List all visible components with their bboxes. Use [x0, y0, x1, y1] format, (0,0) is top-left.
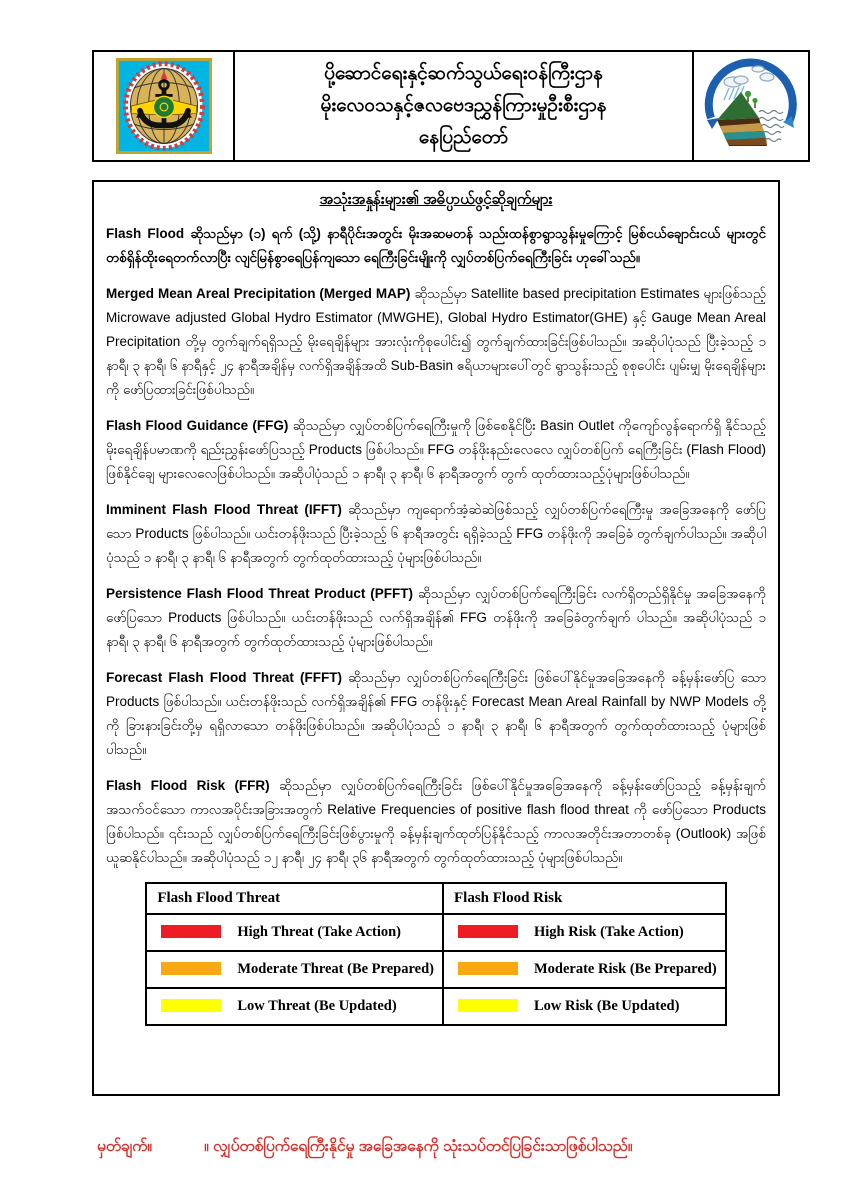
- table-row-moderate: [146, 951, 725, 988]
- moderate-risk-cell: [443, 951, 726, 988]
- table-row-low: [146, 988, 725, 1025]
- definition-text: ဆိုသည်မှာ လျှပ်တစ်ပြက်ရေကြီးခြင်း လက်ရှိတည်ရှိနိုင်မှု အခြေအနေကို ဖော်ပြသော Products ဖြစ်ပါသည်။ ယင်းတန်ဖိုးသည် လက်ရှိအချိန်၏ FFG တန်ဖိုးကို အခြေခံတွက်ချက် ပါသည်။ အဆိုပါပုံသည် ၁ နာရီ၊ ၃ နာရီ၊ ၆ နာရီအတွက် တွက်ထုတ်ထားသည့် ပုံများဖြစ်ပါသည်။: [106, 586, 766, 649]
- term-ffg: Flash Flood Guidance (FFG): [106, 418, 289, 433]
- high-threat-cell: [146, 914, 443, 951]
- letterhead: [92, 50, 810, 162]
- moderate-threat-color-swatch: [161, 962, 221, 975]
- definition-pfft: [106, 582, 766, 654]
- low-threat-color-swatch: [161, 999, 221, 1012]
- low-risk-color-swatch: [458, 999, 518, 1012]
- low-threat-cell: [146, 988, 443, 1025]
- high-threat-color-swatch: [161, 925, 221, 938]
- term-flash-flood: Flash Flood: [106, 226, 185, 241]
- definition-ifft: [106, 498, 766, 570]
- threat-column-header: Flash Flood Threat: [146, 883, 443, 914]
- moderate-threat-cell: [146, 951, 443, 988]
- ministry-seal-icon: [116, 58, 212, 154]
- moderate-threat-label: Moderate Threat (Be Prepared): [237, 961, 434, 977]
- page-title: အသုံးအနှုန်းများ၏ အဓိပ္ပာယ်ဖွင့်ဆိုချက်များ: [319, 191, 553, 208]
- definition-text: ဆိုသည်မှာ လျှပ်တစ်ပြက်ရေကြီးမှုကို ဖြစ်စေနိုင်ပြီး Basin Outlet ကိုကျော်လွန်ရောက်ရှိ နိုင်သည့် မိုးရေချိန်ပမာဏကို ရည်းညွှန်းဖော်ပြသည့် Products ဖြစ်ပါသည်။ FFG တန်ဖိုးနည်းလေလေ လျှပ်တစ်ပြက် ရေကြီးခြင်း (Flash Flood) ဖြစ်နိုင်ချေ များလေလေဖြစ်ပါသည်။ အဆိုပါပုံသည် ၁ နာရီ၊ ၃ နာရီ၊ ၆ နာရီအတွက် တွက် ထုတ်ထားသည့်ပုံများဖြစ်ပါသည်။: [106, 418, 766, 481]
- high-risk-color-swatch: [458, 925, 518, 938]
- moderate-risk-color-swatch: [458, 962, 518, 975]
- high-threat-label: High Threat (Take Action): [237, 924, 402, 940]
- table-header-row: [146, 883, 725, 914]
- org-name-line2: မိုးလေဝသနှင့်ဇလဗေဒညွှန်ကြားမှုဦးစီးဌာန: [320, 95, 607, 116]
- definition-text: ဆိုသည်မှာ ကျရောက်အံ့ဆဲဆဲဖြစ်သည့် လျှပ်တစ်ပြက်ရေကြီးမှု အခြေအနေကို ဖော်ပြသော Products ဖြစ်ပါသည်။ ယင်းတန်ဖိုးသည် ပြီးခဲ့သည့် ၆ နာရီအတွင်း ရရှိခဲ့သည့် FFG တန်ဖိုးကို အခြေခံ တွက်ချက်ပါသည်။ အဆိုပါပုံသည် ၁ နာရီ၊ ၃ နာရီ၊ ၆ နာရီအတွက် တွက်ထုတ်ထားသည့် ပုံများဖြစ်ပါသည်။: [106, 502, 766, 565]
- definition-text: ဆိုသည်မှာ လျှပ်တစ်ပြက်ရေကြီးခြင်း ဖြစ်ပေါ်နိုင်မှုအခြေအနေကို ခန့်မှန်းဖော်ပြ သော Products ဖြစ်ပါသည်။ ယင်းတန်ဖိုးသည် လက်ရှိအချိန်၏ FFG တန်ဖိုးနှင့် Forecast Mean Areal Rainfall by NWP Models တို့ကို ခြားနားခြင်းတို့မှ ရရှိလာသော တန်ဖိုးဖြစ်ပါသည်။ အဆိုပါပုံသည် ၁ နာရီ၊ ၃ နာရီ၊ ၆ နာရီအတွက် တွက်ထုတ်ထားသည့် ပုံများဖြစ်ပါသည်။: [106, 670, 766, 757]
- table-row-high: [146, 914, 725, 951]
- org-location-line: နေပြည်တော်: [418, 127, 509, 148]
- high-risk-cell: [443, 914, 726, 951]
- moderate-risk-label: Moderate Risk (Be Prepared): [533, 961, 717, 977]
- remark-text: ။ လျှပ်တစ်ပြက်ရေကြီးနိုင်မှု အခြေအနေကို သုံးသပ်တင်ပြခြင်းသာဖြစ်ပါသည်။: [203, 1138, 633, 1155]
- remark-label: မှတ်ချက်။: [97, 1138, 152, 1155]
- term-ffr: Flash Flood Risk (FFR): [106, 778, 270, 793]
- letterhead-text: [235, 52, 694, 160]
- definition-text: ဆိုသည်မှာ လျှပ်တစ်ပြက်ရေကြီးခြင်း ဖြစ်ပေါ်နိုင်မှုအခြေအနေကို ခန့်မှန်းဖော်ပြသည့် ခန့်မှန်းချက် အသက်ဝင်သော ကာလအပိုင်းအခြားအတွက် Relative Frequencies of positive flash flood threat ကို ဖော်ပြသော Products ဖြစ်ပါသည်။ ၎င်းသည် လျှပ်တစ်ပြက်ရေကြီးခြင်းဖြစ်ပွားမှုကို ခန့်မှန်းချက်ထုတ်ပြန်နိုင်သည့် ကာလအတိုင်းအတာတစ်ခု (Outlook) အဖြစ် ယူဆနိုင်ပါသည်။ အဆိုပါပုံသည် ၁၂ နာရီ၊ ၂၄ နာရီ၊ ၃၆ နာရီအတွက် တွက်ထုတ်ထားသည့် ပုံများဖြစ်ပါသည်။: [106, 778, 767, 865]
- left-logo-cell: [94, 52, 235, 160]
- low-threat-label: Low Threat (Be Updated): [237, 998, 397, 1014]
- right-logo-cell: [694, 52, 808, 160]
- term-pfft: Persistence Flash Flood Threat Product (PFFT): [106, 586, 413, 601]
- threat-risk-legend-table: [145, 882, 726, 1026]
- term-ffft: Forecast Flash Flood Threat (FFFT): [106, 670, 342, 685]
- definition-ffg: [106, 414, 766, 486]
- term-ifft: Imminent Flash Flood Threat (IFFT): [106, 502, 342, 517]
- definition-merged-map: [106, 282, 766, 402]
- remark-note: [97, 1136, 632, 1159]
- org-name-line1: ပို့ဆောင်ရေးနှင့်ဆက်သွယ်ရေးဝန်ကြီးဌာန: [324, 63, 603, 84]
- definition-text: ဆိုသည်မှာ Satellite based precipitation Estimates များဖြစ်သည့် Microwave adjusted Global Hydro Estimator (MWGHE), Global Hydro Estimator(GHE) နှင့် Gauge Mean Areal Precipitation တို့မှ တွက်ချက်ရရှိသည့် မိုးရေချိန်များ အားလုံးကိုစုပေါင်း၍ တွက်ချက်ထားခြင်းဖြစ်ပါသည်။ အဆိုပါပုံသည် ပြီးခဲ့သည့် ၁ နာရီ၊ ၃ နာရီ၊ ၆ နာရီနှင့် ၂၄ နာရီအချိန်မှ လက်ရှိအချိန်အထိ Sub-Basin ဧရိယာများပေါ်တွင် ရွာသွန်းသည့် စုစုပေါင်း ပျမ်းမျှ မိုးရေချိန်များကို ဖော်ပြထားခြင်းဖြစ်ပါသည်။: [106, 286, 766, 397]
- definition-flash-flood: [106, 222, 766, 270]
- low-risk-label: Low Risk (Be Updated): [533, 998, 680, 1014]
- definition-text: ဆိုသည်မှာ (၁) ရက် (သို့) နာရီပိုင်းအတွင်း မိုးအဆမတန် သည်းထန်စွာရွာသွန်းမှုကြောင့် မြစ်ငယ်ချောင်းငယ် များတွင် တစ်ရှိန်ထိုးရေတက်လာပြီး လျင်မြန်စွာရေပြန်ကျသော ရေကြီးခြင်းမျိုးကို လျှပ်တစ်ပြက်ရေကြီးခြင်း ဟုခေါ်သည်။: [106, 226, 766, 265]
- dmh-water-cycle-icon: [701, 56, 801, 156]
- definition-ffr: [106, 774, 766, 870]
- high-risk-label: High Risk (Take Action): [533, 924, 684, 940]
- definitions-box: [92, 180, 780, 1096]
- low-risk-cell: [443, 988, 726, 1025]
- term-merged-map: Merged Mean Areal Precipitation (Merged MAP): [106, 286, 411, 301]
- definition-ffft: [106, 666, 766, 762]
- risk-column-header: Flash Flood Risk: [443, 883, 726, 914]
